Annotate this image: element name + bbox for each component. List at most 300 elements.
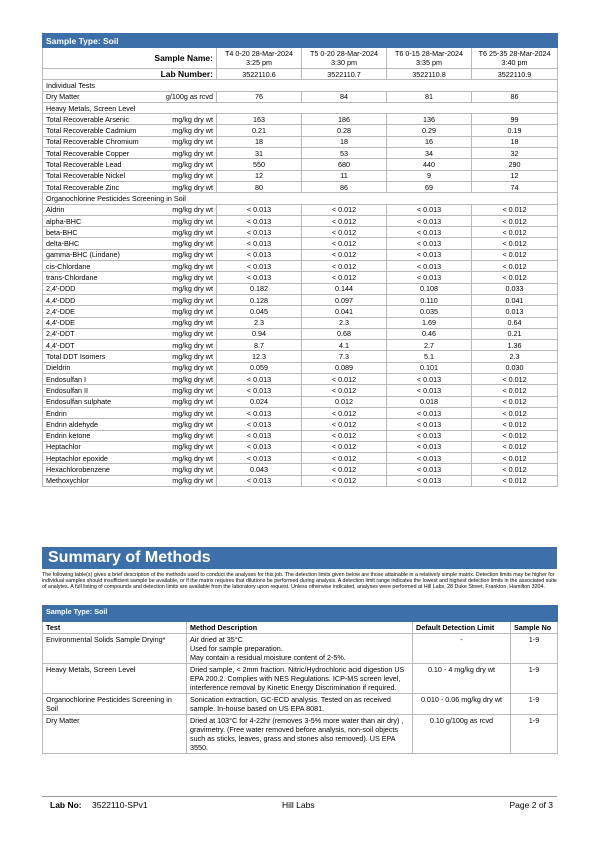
- result-value: 99: [472, 114, 558, 125]
- result-value: 0.045: [217, 306, 302, 317]
- result-value: 0.110: [387, 294, 472, 305]
- test-cell: [43, 374, 217, 385]
- test-cell: [43, 204, 217, 215]
- test-name: Hexachlorobenzene: [46, 465, 110, 475]
- result-value: < 0.012: [472, 272, 558, 283]
- test-cell: [43, 249, 217, 260]
- result-value: 2.3: [217, 317, 302, 328]
- section-header-row: [43, 193, 558, 204]
- result-value: 0.013: [472, 306, 558, 317]
- test-unit: mg/kg dry wt: [172, 329, 213, 339]
- result-value: < 0.013: [387, 453, 472, 464]
- test-cell: [43, 396, 217, 407]
- result-value: 0.012: [302, 396, 387, 407]
- result-value: 32: [472, 148, 558, 159]
- result-value: 0.041: [302, 306, 387, 317]
- test-name: 4,4'-DDE: [46, 318, 75, 328]
- table-row: [43, 283, 558, 294]
- table-row: [43, 407, 558, 418]
- result-value: 0.018: [387, 396, 472, 407]
- result-value: 0.024: [217, 396, 302, 407]
- result-value: < 0.012: [472, 430, 558, 441]
- result-value: 186: [302, 114, 387, 125]
- result-value: < 0.012: [302, 419, 387, 430]
- sample-name-row: [43, 48, 558, 69]
- test-name: Dieldrin: [46, 363, 71, 373]
- result-value: 18: [217, 136, 302, 147]
- test-unit: mg/kg dry wt: [172, 374, 213, 384]
- result-value: 0.21: [472, 328, 558, 339]
- test-unit: mg/kg dry wt: [172, 137, 213, 147]
- test-unit: mg/kg dry wt: [172, 272, 213, 282]
- test-name: Total Recoverable Cadmium: [46, 126, 137, 136]
- result-value: < 0.012: [472, 464, 558, 475]
- table-row: [43, 328, 558, 339]
- result-value: 80: [217, 181, 302, 192]
- result-value: < 0.012: [302, 407, 387, 418]
- test-unit: mg/kg dry wt: [172, 453, 213, 463]
- test-unit: mg/kg dry wt: [172, 397, 213, 407]
- table-row: [43, 227, 558, 238]
- test-cell: [43, 261, 217, 272]
- method-row: [43, 664, 558, 694]
- result-value: 0.030: [472, 362, 558, 373]
- table-row: [43, 340, 558, 351]
- result-value: 1.69: [387, 317, 472, 328]
- result-value: < 0.012: [472, 396, 558, 407]
- test-cell: [43, 227, 217, 238]
- result-value: < 0.013: [217, 453, 302, 464]
- sample-name-cell: [302, 48, 387, 69]
- test-unit: mg/kg dry wt: [172, 227, 213, 237]
- table-row: [43, 385, 558, 396]
- result-value: < 0.013: [387, 272, 472, 283]
- method-detection-limit: 0.10 - 4 mg/kg dry wt: [413, 664, 511, 694]
- sample-name: T5 0-20 28-Mar-2024: [310, 49, 378, 58]
- result-value: 0.182: [217, 283, 302, 294]
- test-name: 4,4'-DDT: [46, 340, 75, 350]
- test-cell: [43, 215, 217, 226]
- methods-table: [42, 605, 558, 754]
- result-value: 0.108: [387, 283, 472, 294]
- test-unit: mg/kg dry wt: [172, 465, 213, 475]
- method-sample-no: 1-9: [511, 664, 558, 694]
- result-value: 0.28: [302, 125, 387, 136]
- test-unit: mg/kg dry wt: [172, 363, 213, 373]
- result-value: 0.043: [217, 464, 302, 475]
- table-row: [43, 215, 558, 226]
- lab-number-label: Lab Number:: [43, 69, 217, 80]
- sample-name-cell: [217, 48, 302, 69]
- result-value: 0.033: [472, 283, 558, 294]
- test-cell: [43, 464, 217, 475]
- result-value: < 0.013: [217, 441, 302, 452]
- test-unit: mg/kg dry wt: [172, 419, 213, 429]
- result-value: 12.3: [217, 351, 302, 362]
- test-cell: [43, 407, 217, 418]
- result-value: < 0.012: [472, 475, 558, 486]
- table-row: [43, 91, 558, 102]
- test-cell: [43, 419, 217, 430]
- result-value: 12: [217, 170, 302, 181]
- result-value: < 0.012: [302, 238, 387, 249]
- test-unit: mg/kg dry wt: [172, 114, 213, 124]
- sample-time: 3:40 pm: [501, 58, 528, 67]
- method-sample-no: 1-9: [511, 715, 558, 754]
- table-row: [43, 362, 558, 373]
- table-row: [43, 419, 558, 430]
- table-row: [43, 374, 558, 385]
- table-row: [43, 136, 558, 147]
- result-value: 81: [387, 91, 472, 102]
- test-cell: [43, 114, 217, 125]
- table-row: [43, 125, 558, 136]
- col-header-method: Method Description: [187, 622, 413, 634]
- result-value: < 0.012: [472, 453, 558, 464]
- test-unit: mg/kg dry wt: [172, 160, 213, 170]
- test-name: Total Recoverable Copper: [46, 148, 130, 158]
- test-unit: mg/kg dry wt: [172, 171, 213, 181]
- table-row: [43, 453, 558, 464]
- result-value: < 0.013: [387, 441, 472, 452]
- result-value: 0.64: [472, 317, 558, 328]
- result-value: < 0.013: [217, 385, 302, 396]
- result-value: < 0.012: [302, 374, 387, 385]
- test-cell: [43, 430, 217, 441]
- result-value: 53: [302, 148, 387, 159]
- method-sample-no: 1-9: [511, 634, 558, 664]
- result-value: < 0.012: [472, 441, 558, 452]
- method-detection-limit: 0.10 g/100g as rcvd: [413, 715, 511, 754]
- test-name: beta-BHC: [46, 227, 78, 237]
- footer-divider: [42, 796, 557, 797]
- sample-time: 3:25 pm: [246, 58, 272, 67]
- results-section: [42, 33, 557, 487]
- result-value: < 0.013: [217, 407, 302, 418]
- table-row: [43, 159, 558, 170]
- test-name: Total Recoverable Arsenic: [46, 114, 130, 124]
- result-value: < 0.013: [387, 464, 472, 475]
- test-name: Endosulfan I: [46, 374, 86, 384]
- result-value: < 0.012: [302, 475, 387, 486]
- table-row: [43, 148, 558, 159]
- test-cell: [43, 362, 217, 373]
- test-unit: mg/kg dry wt: [172, 306, 213, 316]
- test-name: Heptachlor epoxide: [46, 453, 108, 463]
- result-value: 550: [217, 159, 302, 170]
- table-row: [43, 430, 558, 441]
- test-name: cis-Chlordane: [46, 261, 91, 271]
- result-value: 136: [387, 114, 472, 125]
- table-row: [43, 249, 558, 260]
- method-detection-limit: -: [413, 634, 511, 664]
- test-name: Endrin aldehyde: [46, 419, 98, 429]
- result-value: 2.3: [472, 351, 558, 362]
- result-value: < 0.013: [387, 249, 472, 260]
- table-row: [43, 475, 558, 486]
- test-name: 2,4'-DDD: [46, 284, 76, 294]
- test-cell: [43, 283, 217, 294]
- result-value: 0.94: [217, 328, 302, 339]
- result-value: < 0.013: [387, 261, 472, 272]
- result-value: 86: [302, 181, 387, 192]
- test-name: delta-BHC: [46, 239, 80, 249]
- test-unit: mg/kg dry wt: [172, 431, 213, 441]
- result-value: < 0.013: [217, 430, 302, 441]
- method-description: Dried at 103°C for 4-22hr (removes 3-5% more water than air dry) , gravimetry. (Free water removed before analysis, non-soil objects such as sticks, leaves, grass and stones also removed). US EPA 3550.: [187, 715, 413, 754]
- footer-company: Hill Labs: [282, 800, 315, 810]
- col-header-ddl: Default Detection Limit: [413, 622, 511, 634]
- test-name: Total Recoverable Zinc: [46, 182, 120, 192]
- col-header-sample-no: Sample No: [511, 622, 558, 634]
- result-value: 0.097: [302, 294, 387, 305]
- result-value: 163: [217, 114, 302, 125]
- sample-name: T6 25-35 28-Mar-2024: [478, 49, 551, 58]
- methods-header-row: [43, 622, 558, 634]
- result-value: 8.7: [217, 340, 302, 351]
- section-header-row: [43, 102, 558, 113]
- result-value: 16: [387, 136, 472, 147]
- result-value: 86: [472, 91, 558, 102]
- results-table: [42, 33, 558, 487]
- test-cell: [43, 453, 217, 464]
- result-value: < 0.012: [302, 249, 387, 260]
- test-unit: mg/kg dry wt: [172, 352, 213, 362]
- result-value: 69: [387, 181, 472, 192]
- test-unit: mg/kg dry wt: [172, 476, 213, 486]
- table-row: [43, 464, 558, 475]
- method-detection-limit: 0.010 - 0.06 mg/kg dry wt: [413, 694, 511, 715]
- test-unit: mg/kg dry wt: [172, 318, 213, 328]
- method-test: Heavy Metals, Screen Level: [43, 664, 187, 694]
- result-value: < 0.012: [472, 215, 558, 226]
- table-row: [43, 204, 558, 215]
- test-name: Dry Matter: [46, 92, 80, 102]
- result-value: 0.035: [387, 306, 472, 317]
- result-value: < 0.013: [387, 430, 472, 441]
- method-test: Environmental Solids Sample Drying*: [43, 634, 187, 664]
- result-value: 31: [217, 148, 302, 159]
- test-name: Total Recoverable Chromium: [46, 137, 139, 147]
- methods-sample-type-header: [43, 606, 558, 622]
- test-name: trans-Chlordane: [46, 272, 98, 282]
- test-cell: [43, 294, 217, 305]
- result-value: < 0.012: [472, 249, 558, 260]
- result-value: 9: [387, 170, 472, 181]
- result-value: < 0.012: [472, 227, 558, 238]
- result-value: < 0.013: [217, 227, 302, 238]
- test-unit: mg/kg dry wt: [172, 385, 213, 395]
- result-value: 18: [302, 136, 387, 147]
- result-value: 0.089: [302, 362, 387, 373]
- test-cell: [43, 125, 217, 136]
- result-value: < 0.012: [472, 204, 558, 215]
- result-value: < 0.012: [472, 385, 558, 396]
- result-value: < 0.013: [217, 215, 302, 226]
- result-value: < 0.012: [302, 453, 387, 464]
- test-unit: mg/kg dry wt: [172, 340, 213, 350]
- table-row: [43, 351, 558, 362]
- result-value: < 0.012: [472, 261, 558, 272]
- result-value: < 0.012: [472, 238, 558, 249]
- table-row: [43, 441, 558, 452]
- result-value: 680: [302, 159, 387, 170]
- result-value: 76: [217, 91, 302, 102]
- result-value: 2.3: [302, 317, 387, 328]
- method-row: [43, 715, 558, 754]
- test-unit: mg/kg dry wt: [172, 126, 213, 136]
- sample-name: T6 0-15 28-Mar-2024: [395, 49, 463, 58]
- result-value: 4.1: [302, 340, 387, 351]
- method-row: [43, 634, 558, 664]
- result-value: 0.29: [387, 125, 472, 136]
- test-name: 2,4'-DDE: [46, 306, 75, 316]
- result-value: < 0.012: [302, 204, 387, 215]
- result-value: < 0.013: [387, 215, 472, 226]
- test-name: 2,4'-DDT: [46, 329, 75, 339]
- result-value: < 0.012: [302, 464, 387, 475]
- sample-name-label: Sample Name:: [43, 48, 217, 69]
- section-title: Organochlorine Pesticides Screening in Soil: [43, 193, 558, 204]
- table-row: [43, 114, 558, 125]
- test-cell: [43, 317, 217, 328]
- result-value: < 0.013: [387, 475, 472, 486]
- col-header-test: Test: [43, 622, 187, 634]
- method-description: Dried sample, < 2mm fraction. Nitric/Hydrochloric acid digestion US EPA 200.2. Complies with NES Regulations. ICP-MS screen level, interference removal by Kinetic Energy Discrimination if required.: [187, 664, 413, 694]
- test-name: 4,4'-DDD: [46, 295, 76, 305]
- section-title: Individual Tests: [43, 80, 558, 91]
- test-unit: mg/kg dry wt: [172, 205, 213, 215]
- result-value: 1.36: [472, 340, 558, 351]
- table-row: [43, 396, 558, 407]
- test-unit: mg/kg dry wt: [172, 216, 213, 226]
- test-unit: mg/kg dry wt: [172, 442, 213, 452]
- sample-name: T4 0-20 28-Mar-2024: [225, 49, 293, 58]
- result-value: 11: [302, 170, 387, 181]
- result-value: < 0.013: [387, 204, 472, 215]
- result-value: 7.3: [302, 351, 387, 362]
- test-name: Endosulfan sulphate: [46, 397, 112, 407]
- test-cell: [43, 238, 217, 249]
- method-test: Dry Matter: [43, 715, 187, 754]
- result-value: 5.1: [387, 351, 472, 362]
- result-value: 0.041: [472, 294, 558, 305]
- test-name: Total Recoverable Lead: [46, 160, 122, 170]
- test-name: alpha-BHC: [46, 216, 82, 226]
- test-cell: [43, 148, 217, 159]
- lab-number: 3522110.9: [472, 69, 558, 80]
- sample-name-cell: [472, 48, 558, 69]
- result-value: 0.19: [472, 125, 558, 136]
- test-unit: mg/kg dry wt: [172, 284, 213, 294]
- test-unit: mg/kg dry wt: [172, 250, 213, 260]
- test-name: Total Recoverable Nickel: [46, 171, 126, 181]
- lab-number: 3522110.6: [217, 69, 302, 80]
- test-cell: [43, 351, 217, 362]
- test-unit: mg/kg dry wt: [172, 239, 213, 249]
- test-unit: mg/kg dry wt: [172, 295, 213, 305]
- result-value: 34: [387, 148, 472, 159]
- result-value: 84: [302, 91, 387, 102]
- result-value: < 0.012: [472, 374, 558, 385]
- result-value: 18: [472, 136, 558, 147]
- sample-type-label: Sample Type: Soil: [43, 34, 558, 48]
- methods-sample-type-label: Sample Type: Soil: [43, 606, 558, 622]
- result-value: 0.144: [302, 283, 387, 294]
- result-value: < 0.013: [217, 261, 302, 272]
- result-value: < 0.012: [302, 261, 387, 272]
- footer-lab-no-label: Lab No:: [50, 800, 82, 810]
- table-row: [43, 317, 558, 328]
- test-unit: mg/kg dry wt: [172, 261, 213, 271]
- test-cell: [43, 385, 217, 396]
- test-name: Total DDT Isomers: [46, 352, 106, 362]
- test-name: gamma-BHC (Lindane): [46, 250, 120, 260]
- test-cell: [43, 170, 217, 181]
- method-row: [43, 694, 558, 715]
- section-header-row: [43, 80, 558, 91]
- footer-page-number: Page 2 of 3: [509, 800, 553, 810]
- test-cell: [43, 340, 217, 351]
- result-value: < 0.012: [302, 215, 387, 226]
- sample-type-header: [43, 34, 558, 48]
- result-value: 0.46: [387, 328, 472, 339]
- test-name: Endrin ketone: [46, 431, 91, 441]
- result-value: 440: [387, 159, 472, 170]
- test-unit: mg/kg dry wt: [172, 408, 213, 418]
- result-value: 12: [472, 170, 558, 181]
- section-title: Heavy Metals, Screen Level: [43, 102, 558, 113]
- result-value: < 0.012: [472, 419, 558, 430]
- test-cell: [43, 475, 217, 486]
- method-sample-no: 1-9: [511, 694, 558, 715]
- lab-number-row: [43, 69, 558, 80]
- lab-number: 3522110.8: [387, 69, 472, 80]
- method-description: Sonication extraction, GC-ECD analysis. Tested on as received sample. In-house based on US EPA 8081.: [187, 694, 413, 715]
- result-value: < 0.012: [302, 441, 387, 452]
- table-row: [43, 294, 558, 305]
- result-value: 0.059: [217, 362, 302, 373]
- result-value: < 0.013: [217, 374, 302, 385]
- table-row: [43, 238, 558, 249]
- result-value: < 0.012: [302, 385, 387, 396]
- test-name: Endrin: [46, 408, 67, 418]
- sample-time: 3:30 pm: [331, 58, 357, 67]
- test-cell: [43, 136, 217, 147]
- test-name: Endosulfan II: [46, 385, 88, 395]
- summary-text: The following table(s) gives a brief description of the methods used to conduct the analyses for this job. The detection limits given below are those attainable in a relatively simple matrix. Detection limits may be higher for individual samples should insufficient sample be available, or if the matrix requires that dilutions be performed during analysis. A detection limit range indicates the lowest and highest detection limits in the associated suite of analytes. A full listing of compounds and detection limits are available from the laboratory upon request. Unless otherwise indicated, analyses were performed at Hill Labs, 28 Duke Street, Frankton, Hamilton 3204.: [42, 572, 557, 591]
- result-value: < 0.013: [387, 385, 472, 396]
- test-cell: [43, 441, 217, 452]
- table-row: [43, 272, 558, 283]
- test-cell: [43, 159, 217, 170]
- table-row: [43, 306, 558, 317]
- table-row: [43, 181, 558, 192]
- result-value: 74: [472, 181, 558, 192]
- result-value: 0.68: [302, 328, 387, 339]
- result-value: 290: [472, 159, 558, 170]
- result-value: < 0.013: [217, 419, 302, 430]
- result-value: < 0.013: [387, 227, 472, 238]
- test-cell: [43, 328, 217, 339]
- test-cell: [43, 272, 217, 283]
- test-name: Methoxychlor: [46, 476, 89, 486]
- result-value: < 0.012: [302, 227, 387, 238]
- result-value: < 0.013: [217, 204, 302, 215]
- summary-title: Summary of Methods: [42, 547, 557, 569]
- result-value: < 0.012: [302, 430, 387, 441]
- test-cell: [43, 181, 217, 192]
